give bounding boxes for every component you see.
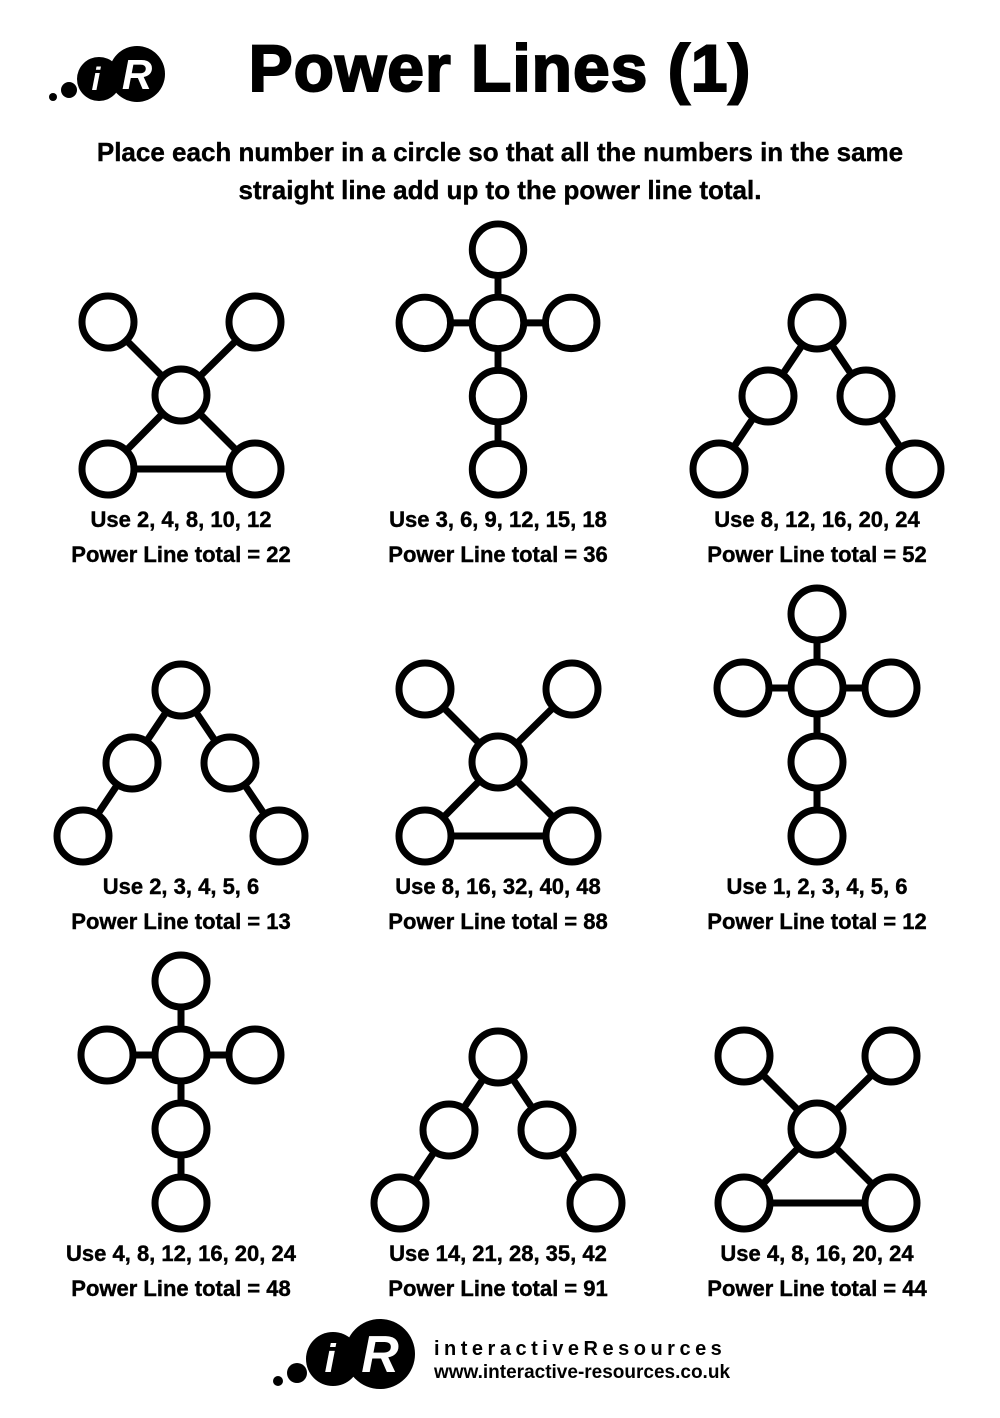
logo-letter-i: i (324, 1337, 336, 1381)
number-circle (155, 369, 207, 421)
number-circle (791, 810, 843, 862)
puzzle-use-numbers: Use 2, 4, 8, 10, 12 (90, 507, 272, 532)
puzzle-diagram-cross (77, 951, 285, 1233)
puzzle-cell-9 (634, 939, 1000, 1306)
puzzle-total: Power Line total = 91 (388, 1276, 608, 1301)
puzzle-use-numbers: Use 1, 2, 3, 4, 5, 6 (726, 874, 908, 899)
puzzle-total: Power Line total = 52 (707, 542, 927, 567)
puzzle-total: Power Line total = 44 (707, 1276, 927, 1301)
number-circle (472, 224, 523, 275)
footer-website-url: www.interactive-resources.co.uk (433, 1362, 731, 1383)
puzzle-total: Power Line total = 13 (71, 909, 291, 934)
puzzle-cell-2 (362, 220, 634, 572)
puzzle-diagram-mountain (689, 293, 945, 499)
number-circle (399, 663, 451, 715)
number-circle (865, 662, 917, 714)
logo-letter-i: i (91, 61, 101, 97)
number-circle (472, 1031, 524, 1083)
puzzle-diagram-x-shape (714, 1026, 921, 1233)
puzzle-cell-6 (634, 572, 1000, 939)
puzzle-diagram-mountain (370, 1027, 626, 1233)
puzzle-diagram-cross (394, 220, 602, 499)
puzzle-cell-3 (634, 220, 1000, 572)
puzzle-total: Power Line total = 22 (71, 542, 291, 567)
puzzle-diagram-mountain (53, 660, 309, 866)
logo-dot (273, 1376, 283, 1386)
logo-letter-r: R (121, 51, 153, 98)
puzzle-diagram-x-shape (78, 292, 285, 499)
number-circle (423, 1104, 475, 1156)
puzzle-cell-8 (362, 939, 634, 1306)
logo-dot (287, 1363, 307, 1383)
puzzle-cell-4 (0, 572, 362, 939)
number-circle (229, 1029, 281, 1081)
number-circle (791, 297, 843, 349)
number-circle (472, 736, 524, 788)
number-circle (472, 444, 523, 495)
puzzle-diagram-cross (713, 584, 921, 866)
number-circle (791, 662, 843, 714)
number-circle (889, 443, 941, 495)
number-circle (106, 737, 158, 789)
number-circle (840, 370, 892, 422)
number-circle (791, 736, 843, 788)
number-circle (155, 1177, 207, 1229)
number-circle (155, 1103, 207, 1155)
number-circle (82, 296, 134, 348)
number-circle (399, 297, 450, 348)
number-circle (791, 1103, 843, 1155)
number-circle (546, 810, 598, 862)
puzzle-use-numbers: Use 4, 8, 12, 16, 20, 24 (66, 1241, 296, 1266)
number-circle (693, 443, 745, 495)
puzzle-total: Power Line total = 88 (388, 909, 608, 934)
footer-text (434, 1338, 730, 1384)
number-circle (865, 1030, 917, 1082)
instructions-line-1: Place each number in a circle so that all the numbers in the same (96, 137, 904, 167)
number-circle (472, 370, 523, 421)
footer (0, 1316, 1000, 1406)
instructions-line-2: straight line add up to the power line total. (238, 175, 762, 205)
number-circle (545, 297, 596, 348)
number-circle (717, 662, 769, 714)
puzzle-total: Power Line total = 36 (388, 542, 608, 567)
number-circle (865, 1177, 917, 1229)
puzzle-use-numbers: Use 3, 6, 9, 12, 15, 18 (389, 507, 607, 532)
puzzle-use-numbers: Use 14, 21, 28, 35, 42 (389, 1241, 607, 1266)
puzzle-use-numbers: Use 8, 12, 16, 20, 24 (714, 507, 920, 532)
number-circle (742, 370, 794, 422)
number-circle (718, 1177, 770, 1229)
number-circle (229, 443, 281, 495)
puzzle-cell-1 (0, 220, 362, 572)
puzzle-grid (0, 220, 1000, 1306)
puzzle-cell-7 (0, 939, 362, 1306)
puzzle-use-numbers: Use 4, 8, 16, 20, 24 (720, 1241, 914, 1266)
number-circle (82, 443, 134, 495)
number-circle (57, 810, 109, 862)
number-circle (155, 1029, 207, 1081)
footer-company-name: interactiveResources (433, 1338, 727, 1360)
number-circle (521, 1104, 573, 1156)
puzzle-total: Power Line total = 48 (71, 1276, 291, 1301)
instructions (0, 133, 1000, 209)
number-circle (229, 296, 281, 348)
number-circle (718, 1030, 770, 1082)
number-circle (155, 955, 207, 1007)
number-circle (204, 737, 256, 789)
ir-logo-footer-icon (270, 1316, 420, 1406)
number-circle (472, 297, 523, 348)
number-circle (570, 1177, 622, 1229)
number-circle (253, 810, 305, 862)
number-circle (791, 588, 843, 640)
logo-letter-r: R (361, 1326, 399, 1384)
page-title: Power Lines (1) (248, 31, 752, 105)
number-circle (546, 663, 598, 715)
puzzle-use-numbers: Use 8, 16, 32, 40, 48 (395, 874, 601, 899)
puzzle-total: Power Line total = 12 (707, 909, 927, 934)
number-circle (399, 810, 451, 862)
number-circle (81, 1029, 133, 1081)
puzzle-use-numbers: Use 2, 3, 4, 5, 6 (102, 874, 260, 899)
puzzle-diagram-x-shape (395, 659, 602, 866)
puzzle-cell-5 (362, 572, 634, 939)
number-circle (155, 664, 207, 716)
number-circle (374, 1177, 426, 1229)
